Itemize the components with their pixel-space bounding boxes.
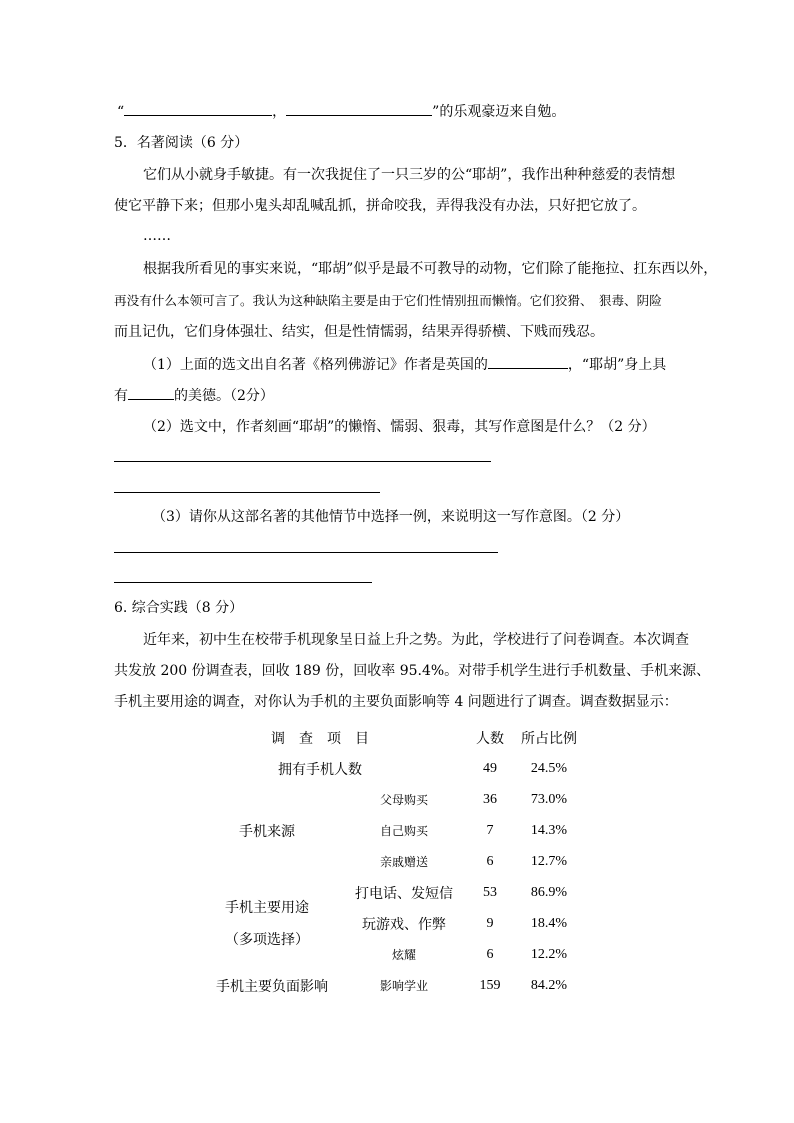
q6-intro-line3: 手机主要用途的调查，对你认为手机的主要负面影响等 4 问题进行了调查。调查数据显示： — [114, 694, 678, 710]
open-quote: “ — [117, 104, 125, 120]
answer-line[interactable] — [114, 492, 380, 493]
count-cell: 6 — [486, 853, 494, 869]
header-count: 人数 — [476, 730, 504, 747]
q6-intro-line2: 共发放 200 份调查表，回收 189 份，回收率 95.4%。对带手机学生进行手机数量、手机来源、 — [114, 663, 711, 679]
count-cell: 36 — [483, 791, 497, 807]
q5-sub1-line2 — [114, 385, 274, 406]
item-label: 父母购买 — [379, 793, 428, 807]
group-label: 手机主要负面影响 — [216, 978, 328, 995]
percent-cell: 86.9% — [530, 884, 568, 900]
group-label: 手机来源 — [239, 823, 295, 840]
group-label: 拥有手机人数 — [278, 761, 362, 778]
group-sub-label: （多项选择） — [225, 931, 309, 948]
q5-sub1-text-c: 有 — [114, 388, 128, 404]
q5-sub2: （2）选文中，作者刻画“耶胡”的懒惰、懦弱、狠毒，其写作意图是什么？（2 分） — [143, 419, 656, 435]
answer-line[interactable] — [114, 582, 372, 583]
q5-para1-line1: 它们从小就身手敏捷。有一次我捉住了一只三岁的公“耶胡”，我作出种种慈爱的表情想 — [143, 167, 676, 183]
percent-cell: 14.3% — [530, 822, 568, 838]
group-cell — [208, 877, 346, 970]
item-label: 炫耀 — [391, 948, 416, 962]
q5-sub1-text-a: （1）上面的选文出自名著《格列佛游记》作者是英国的 — [143, 357, 488, 373]
survey-table — [208, 722, 580, 1001]
answer-line[interactable] — [114, 552, 498, 553]
percent-cell: 12.7% — [530, 853, 568, 869]
quote-close-text: ”的乐观豪迈来自勉。 — [432, 104, 566, 120]
item-label: 玩游戏、作弊 — [362, 916, 446, 933]
q5-title: 5．名著阅读（6 分） — [114, 135, 249, 151]
q5-sub1-text-b: ，“耶胡”身上具 — [567, 357, 667, 373]
answer-line[interactable] — [114, 461, 491, 462]
answer-blank-1[interactable] — [124, 101, 272, 116]
percent-cell: 12.2% — [530, 946, 568, 962]
count-cell: 9 — [486, 915, 494, 931]
table-row — [208, 877, 580, 908]
percent-cell: 24.5% — [530, 760, 568, 776]
table-row — [208, 753, 580, 784]
q6-title: 6. 综合实践（8 分） — [114, 600, 244, 616]
q5-para1-line2: 使它平静下来；但那小鬼头却乱喊乱抓，拼命咬我，弄得我没有办法，只好把它放了。 — [114, 198, 646, 214]
item-label: 自己购买 — [379, 824, 428, 838]
quote-fill-line — [117, 101, 565, 122]
q5-ellipsis: …… — [143, 228, 171, 244]
q6-intro-line1: 近年来，初中生在校带手机现象呈日益上升之势。为此，学校进行了问卷调查。本次调查 — [143, 632, 689, 648]
header-percent: 所占比例 — [521, 730, 577, 747]
percent-cell: 18.4% — [530, 915, 568, 931]
group-label: 手机主要用途 — [225, 899, 309, 916]
table-row — [208, 970, 580, 1001]
item-label: 亲戚赠送 — [379, 855, 428, 869]
percent-cell: 84.2% — [530, 977, 568, 993]
table-row — [208, 784, 580, 815]
item-label: 影响学业 — [379, 979, 428, 993]
header-item: 调 查 项 目 — [271, 730, 369, 747]
item-label: 打电话、发短信 — [355, 885, 453, 902]
q5-sub1-text-d: 的美德。（2分） — [174, 388, 274, 404]
count-cell: 7 — [486, 822, 494, 838]
virtue-blank[interactable] — [128, 385, 174, 400]
count-cell: 53 — [483, 884, 497, 900]
count-cell: 6 — [486, 946, 494, 962]
comma: ， — [272, 104, 287, 120]
q5-para2-line1: 根据我所看见的事实来说，“耶胡”似乎是最不可教导的动物，它们除了能拖拉、扛东西以外， — [143, 261, 718, 277]
q5-para2-line3: 而且记仇，它们身体强壮、结实，但是性情懦弱，结果弄得骄横、下贱而残忍。 — [114, 324, 604, 340]
author-country-blank[interactable] — [488, 354, 568, 369]
percent-cell: 73.0% — [530, 791, 568, 807]
q5-sub1-line1 — [143, 354, 666, 375]
count-cell: 49 — [483, 760, 497, 776]
answer-blank-2[interactable] — [286, 101, 432, 116]
count-cell: 159 — [479, 977, 501, 993]
table-header-row — [208, 722, 580, 753]
q5-sub3: （3）请你从这部名著的其他情节中选择一例，来说明这一写作意图。（2 分） — [152, 509, 630, 525]
q5-para2-line2: 再没有什么本领可言了。我认为这种缺陷主要是由于它们性情别扭而懒惰。它们狡猾、 狠毒、阴险 — [114, 293, 662, 308]
